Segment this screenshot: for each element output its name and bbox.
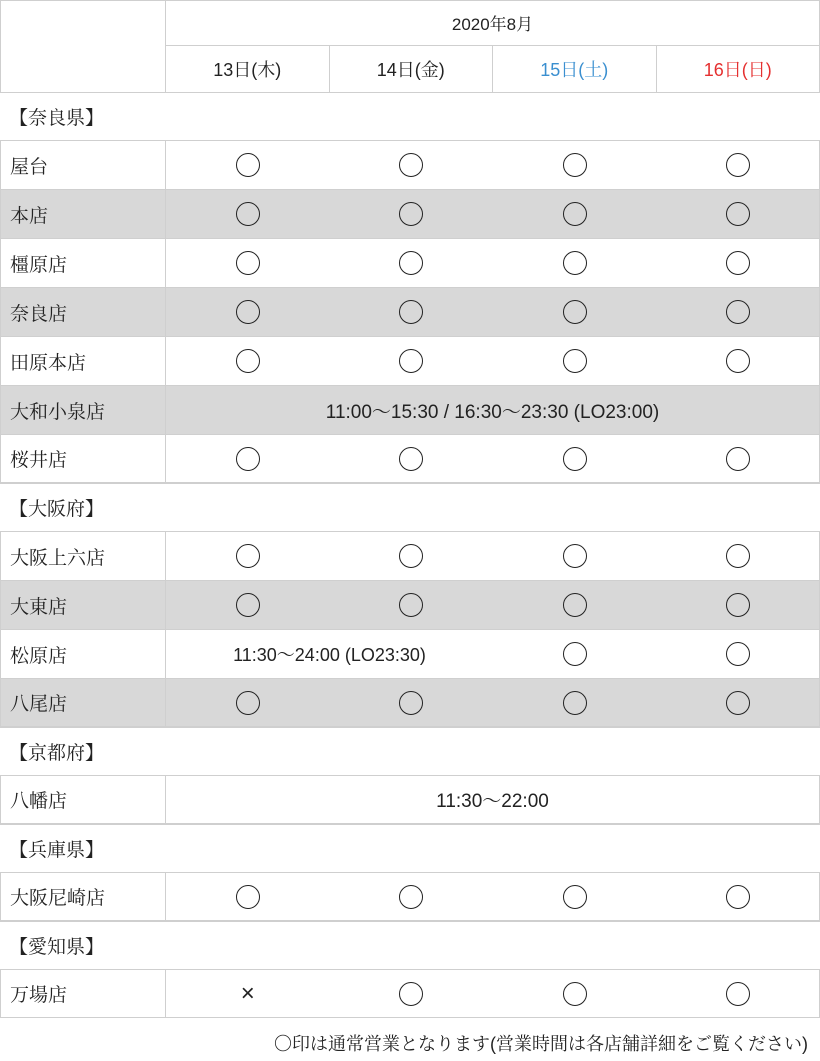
status-cell [657, 190, 820, 238]
open-circle-icon [726, 300, 750, 324]
store-name: 大阪尼崎店 [0, 873, 166, 920]
open-circle-icon [399, 447, 423, 471]
open-circle-icon [563, 202, 587, 226]
open-circle-icon [399, 982, 423, 1006]
store-row [0, 140, 820, 189]
status-cell [166, 679, 330, 726]
status-cell [493, 141, 657, 189]
open-circle-icon [236, 251, 260, 275]
status-cell [493, 337, 657, 385]
open-circle-icon [726, 642, 750, 666]
store-row [0, 189, 820, 238]
open-circle-icon [563, 593, 587, 617]
status-cell [330, 435, 494, 482]
open-circle-icon [563, 153, 587, 177]
open-circle-icon [236, 202, 260, 226]
status-cell [493, 630, 657, 678]
open-circle-icon [399, 593, 423, 617]
status-cell [330, 190, 494, 238]
store-row [0, 385, 820, 434]
open-circle-icon [563, 447, 587, 471]
status-cell [330, 581, 494, 629]
store-name: 八幡店 [0, 776, 166, 823]
closed-cross-icon: × [240, 979, 255, 1007]
store-name: 屋台 [0, 141, 166, 189]
store-row [0, 434, 820, 483]
open-circle-icon [399, 202, 423, 226]
open-circle-icon [236, 153, 260, 177]
status-cell [166, 337, 330, 385]
open-circle-icon [399, 885, 423, 909]
open-circle-icon [236, 544, 260, 568]
open-circle-icon [563, 982, 587, 1006]
open-circle-icon [563, 544, 587, 568]
status-cell [330, 288, 494, 336]
open-circle-icon [726, 982, 750, 1006]
region-heading: 【奈良県】 [0, 92, 820, 140]
status-cell [330, 873, 494, 920]
store-row [0, 580, 820, 629]
store-name: 桜井店 [0, 435, 166, 482]
store-row [0, 629, 820, 678]
open-circle-icon [726, 153, 750, 177]
open-circle-icon [236, 691, 260, 715]
status-cell [657, 435, 820, 482]
status-cell [493, 532, 657, 580]
table-header [0, 0, 820, 92]
store-row [0, 872, 820, 921]
open-circle-icon [236, 593, 260, 617]
store-row [0, 775, 820, 824]
store-name: 橿原店 [0, 239, 166, 287]
merged-hours-cell: 11:30〜22:00 [166, 776, 820, 823]
status-cell [166, 435, 330, 482]
status-cell [657, 679, 820, 726]
status-cell [657, 239, 820, 287]
store-name: 大東店 [0, 581, 166, 629]
store-name: 田原本店 [0, 337, 166, 385]
table-body [0, 92, 820, 1018]
day-header: 13日(木) [166, 46, 330, 92]
merged-hours-cell: 11:00〜15:30 / 16:30〜23:30 (LO23:00) [166, 386, 820, 434]
open-circle-icon [726, 885, 750, 909]
store-row [0, 238, 820, 287]
day-header-saturday: 15日(土) [493, 46, 657, 92]
status-cell [657, 873, 820, 920]
open-circle-icon [399, 300, 423, 324]
status-cell [330, 679, 494, 726]
status-cell [330, 141, 494, 189]
day-headers [166, 46, 820, 92]
status-cell [493, 679, 657, 726]
day-header-sunday: 16日(日) [657, 46, 820, 92]
status-cell [166, 581, 330, 629]
store-name: 松原店 [0, 630, 166, 678]
status-cell [657, 141, 820, 189]
store-row [0, 531, 820, 580]
open-circle-icon [236, 300, 260, 324]
open-circle-icon [563, 642, 587, 666]
open-circle-icon [563, 349, 587, 373]
open-circle-icon [399, 251, 423, 275]
open-circle-icon [726, 544, 750, 568]
status-cell [657, 337, 820, 385]
status-cell [493, 239, 657, 287]
region-heading: 【京都府】 [0, 727, 820, 775]
open-circle-icon [726, 349, 750, 373]
region-heading: 【大阪府】 [0, 483, 820, 531]
open-circle-icon [563, 885, 587, 909]
region-heading: 【愛知県】 [0, 921, 820, 969]
status-cell [166, 873, 330, 920]
month-label: 2020年8月 [166, 1, 820, 46]
status-cell [493, 581, 657, 629]
store-name: 八尾店 [0, 679, 166, 726]
open-circle-icon [726, 251, 750, 275]
status-cell [493, 873, 657, 920]
open-circle-icon [726, 202, 750, 226]
region-heading: 【兵庫県】 [0, 824, 820, 872]
footnote: 〇印は通常営業となります(営業時間は各店舗詳細をご覧ください) [274, 1034, 808, 1054]
open-circle-icon [399, 691, 423, 715]
status-cell [166, 239, 330, 287]
open-circle-icon [726, 447, 750, 471]
store-row [0, 969, 820, 1018]
status-cell [493, 970, 657, 1017]
status-cell [330, 337, 494, 385]
store-name: 奈良店 [0, 288, 166, 336]
open-circle-icon [399, 153, 423, 177]
store-name: 大和小泉店 [0, 386, 166, 434]
status-cell [166, 288, 330, 336]
store-row [0, 287, 820, 336]
status-cell [330, 970, 494, 1017]
status-cell [330, 532, 494, 580]
status-cell [166, 190, 330, 238]
status-cell [330, 239, 494, 287]
status-cell [166, 970, 330, 1017]
status-cell [657, 970, 820, 1017]
status-cell [657, 581, 820, 629]
status-cell [493, 435, 657, 482]
status-cell [657, 288, 820, 336]
open-circle-icon [236, 885, 260, 909]
open-circle-icon [399, 349, 423, 373]
partial-hours-cell: 11:30〜24:00 (LO23:30) [233, 645, 426, 665]
status-cell [493, 288, 657, 336]
open-circle-icon [563, 251, 587, 275]
status-cell [166, 141, 330, 189]
status-cell [657, 630, 820, 678]
open-circle-icon [563, 691, 587, 715]
store-row [0, 336, 820, 385]
store-row [0, 678, 820, 727]
store-name: 万場店 [0, 970, 166, 1017]
header-corner [0, 1, 166, 93]
store-name: 本店 [0, 190, 166, 238]
day-header: 14日(金) [330, 46, 494, 92]
status-cell [166, 532, 330, 580]
open-circle-icon [726, 691, 750, 715]
status-cell [493, 190, 657, 238]
open-circle-icon [236, 447, 260, 471]
open-circle-icon [726, 593, 750, 617]
open-circle-icon [236, 349, 260, 373]
status-cell [657, 532, 820, 580]
store-name: 大阪上六店 [0, 532, 166, 580]
open-circle-icon [399, 544, 423, 568]
open-circle-icon [563, 300, 587, 324]
